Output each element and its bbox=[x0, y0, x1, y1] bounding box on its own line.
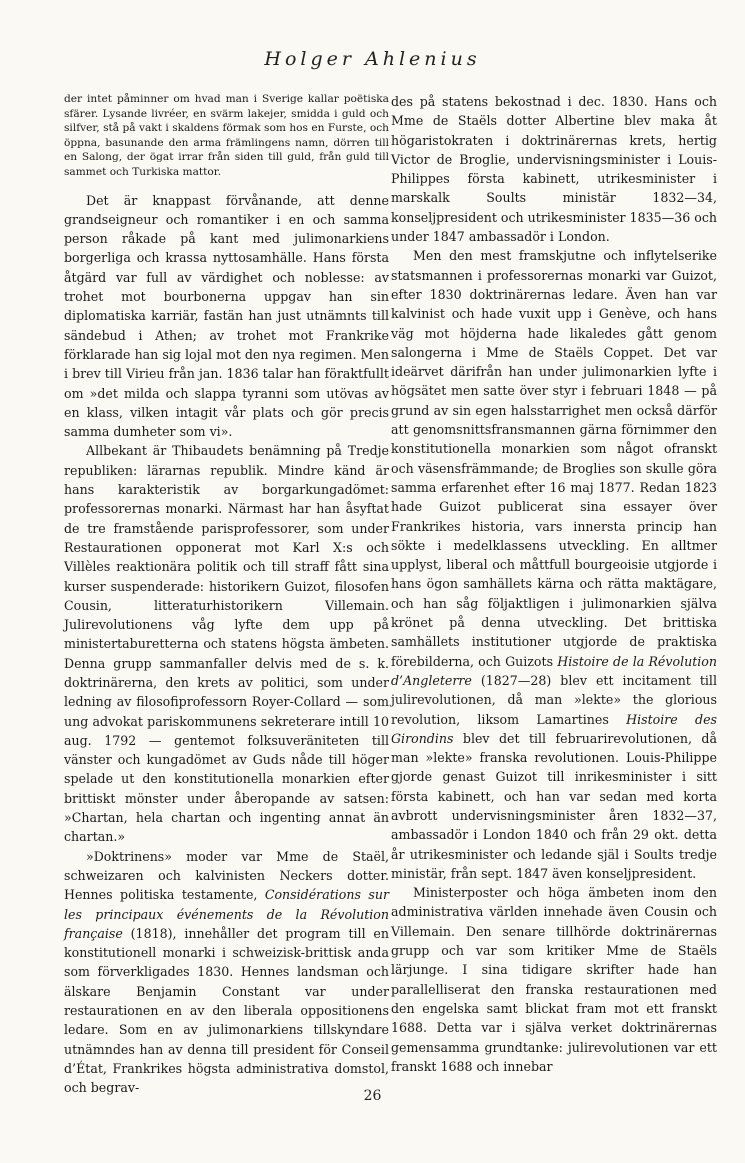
text-run: blev det till februarirevolutionen, då man »lekte» franska revolutionen. Louis-Philippe gjorde genast Guizot till inrikesminister i sitt första kabinett, och han var sedan med korta avbrott undervisningsminister åren 1832—37, ambassadör i London 1840 och från 29 okt. detta år utrikesminister och ledande själ i Soults tredje ministär, från sept. 1847 även konseljpresident. bbox=[391, 730, 717, 881]
text-run: »Doktrinens» moder var Mme de Staël, schweizaren och kalvinisten Neckers dotter. Hennes politiska testamente, bbox=[64, 848, 389, 903]
right-column bbox=[391, 92, 717, 1076]
page-number: 26 bbox=[363, 1088, 382, 1104]
left-column bbox=[64, 92, 389, 1098]
paragraph: des på statens bekostnad i dec. 1830. Hans och Mme de Staëls dotter Albertine blev maka åt högaristokraten i doktrinärernas krets, hertig Victor de Broglie, undervisningsminister i Louis-Philippes första kabinett, utrikesminister i marskalk Soults ministär 1832—34, konseljpresident och utrikesminister 1835—36 och under 1847 ambassadör i London. bbox=[391, 94, 717, 245]
text-run: (1827—28) blev ett incitament till julirevolutionen, då man »lekte» the glorious revolution, liksom Lamartines bbox=[391, 672, 717, 727]
paragraph: Ministerposter och höga ämbeten inom den administrativa världen innehade även Cousin och Villemain. Den senare tillhörde doktrinärernas grupp och var som kritiker Mme de Staëls lärjunge. I sina tidigare skrifter hade han parallelliserat den franska restaurationen med den engelska samt blickat fram mot ett franskt 1688. Detta var i själva verket doktrinärernas gemensamma grundtanke: julirevolutionen var ett franskt 1688 och innebar bbox=[391, 885, 717, 1074]
text-run: Men den mest framskjutne och inflytelserike statsmannen i professorernas monarki var Guizot, efter 1830 doktrinärernas ledare. Även han var kalvinist och hade vuxit upp i Genève, och hans väg mot höjderna hade likaledes gått genom salongerna i Mme de Staëls Coppet. Det var ideärvet därifrån han under julimonarkien lyfte i högsätet men satte över styr i februari 1848 — på grund av sin egen halsstarrighet men också därför att genomsnittsfransmannen gärna förnimmer den konstitutionella monarkien som något ofranskt och väsensfrämmande; de Broglies son skulle göra samma erfarenhet efter 16 maj 1877. Redan 1823 hade Guizot publicerat sina essayer över Frankrikes historia, vars innersta princip han sökte i medelklassens utveckling. En alltmer upplyst, liberal och måttfull bourgeoisie utgjorde i hans ögon samhällets kärna och rätta maktägare, och han såg följaktligen i julimonarkien själva krönet på denna utveckling. Det brittiska samhällets institutioner utgjorde de praktiska förebilderna, och Guizots bbox=[391, 248, 717, 669]
paragraph: Det är knappast förvånande, att denne grandseigneur och romantiker i en och samma person råkade på kant med julimonarkiens borgerliga och krassa nyttosamhälle. Hans första åtgärd var full av värdighet och noblesse: av trohet mot bourbonerna uppgav han sin diplomatiska karriär, fastän han just utnämnts till sändebud i Athen; av trohet mot Frankrike förklarade han sig lojal mot den nya regimen. Men i brev till Virieu från jan. 1836 talar han föraktfullt om »det milda och slappa tyranni som utövas av en klass, vilken intagit vår plats och gör precis samma dumheter som vi». bbox=[64, 192, 389, 440]
book-title: Histoire de la Révolution d’Angleterre bbox=[391, 653, 718, 688]
paragraph bbox=[64, 847, 389, 1098]
book-title: Histoire des Girondins bbox=[391, 711, 717, 746]
book-title: Considérations sur les principaux événements de la Révolution française bbox=[64, 887, 389, 941]
text-run: (1818), innehåller det program till en konstitutionell monarki i schweizisk-brittisk anda som förverkligades 1830. Hennes landsman och älskare Benjamin Constant var under restaurationen en av den liberala oppositionens ledare. Som en av julimonarkiens tillskyndare utnämndes han av denna till president för Conseil d’État, Frankrikes högsta administrativa domstol, och begrav- bbox=[64, 925, 389, 1096]
paragraph bbox=[391, 246, 717, 883]
paragraph: Allbekant är Thibaudets benämning på Tredje republiken: lärarnas republik. Mindre känd är hans karakteristik av borgarkungadömet: professorernas monarki. Närmast har han åsyftat de tre framstående parisprofessorer, som under Restaurationen opponerat mot Karl X:s och Villèles reaktionära politik och till straff fått sina kurser suspenderade: historikern Guizot, filosofen Cousin, litteraturhistorikern Villemain. Julirevolutionens våg lyfte dem upp på ministertaburetterna och statens högsta ämbeten. Denna grupp sammanfaller delvis med de s. k. doktrinärerna, den krets av politici, som under ledning av filosofiprofessorn Royer-Collard — som ung advokat pariskommunens sekreterare intill 10 aug. 1792 — gentemot folksuveräniteten till vänster och kungadömet av Guds nåde till höger spelade ut den konstitutionella monarkien efter brittiskt mönster under åberopande av satsen: »Chartan, hela chartan och ingenting annat än chartan.» bbox=[64, 443, 389, 845]
running-title: Holger Ahlenius bbox=[264, 48, 481, 70]
block-quote: der intet påminner om hvad man i Sverige kallar poëtiska sfärer. Lysande livréer, en svärm lakejer, smidda i guld och silfver, stå på vakt i skaldens förmak som hos en Furste, och öppna, basunande den arma främlingens namn, dörren till en Salong, der ögat irrar från siden till guld, från guld till sammet och Turkiska mattor. bbox=[64, 93, 389, 178]
